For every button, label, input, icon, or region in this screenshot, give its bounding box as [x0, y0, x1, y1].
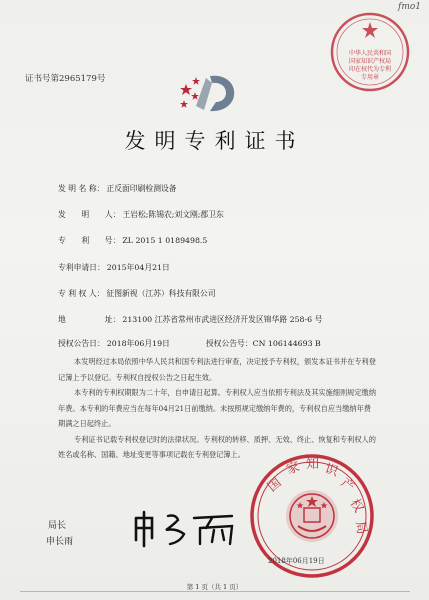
field-patent-number — [58, 235, 207, 246]
field-application-date — [58, 262, 170, 273]
field-label: 发 明 人： — [58, 210, 121, 219]
field-address — [58, 314, 322, 325]
field-label: 地 址： — [58, 315, 121, 324]
field-value: 征图新视（江苏）科技有限公司 — [106, 289, 216, 298]
certificate-number: 证书号第2965179号 — [25, 74, 106, 84]
seal-ring-char: 知 — [306, 457, 320, 472]
field-value: 2018年06月19日 — [106, 339, 170, 348]
seal-ring-char: 局 — [352, 520, 370, 536]
body-paragraph: 本专利的专利权期限为二十年，自申请日起算。专利权人应当依照专利法及其实施细则规定缴纳年费。本专利的年费应当在每年04月21日前缴纳。未按照规定缴纳年费的，专利权自应当缴纳年费期满之日起终止。 — [58, 388, 376, 428]
field-value: 正反面印刷检测设备 — [106, 184, 177, 193]
field-label: 专 利 权 人： — [58, 289, 105, 298]
seal-date: 2018年06月19日 — [268, 557, 325, 565]
field-label: 发 明 名 称： — [58, 184, 105, 193]
field-value: 王岩松;陈锡农;刘文刚;郡卫东 — [122, 210, 224, 219]
handwritten-note: fmo1 — [397, 2, 421, 12]
body-paragraph: 专利证书记载专利权登记时的法律状况。专利权的转移、质押、无效、终止、恢复和专利权人的姓名或名称、国籍、地址变更等事项记载在专利登记簿上。 — [58, 434, 376, 459]
patent-office-emblem-icon — [176, 70, 242, 114]
signature-name: 申长雨 — [46, 537, 74, 547]
bottom-divider — [20, 591, 410, 592]
field-label: 专 利 号： — [58, 236, 121, 245]
seal-ring-char: 国 — [264, 475, 285, 496]
seal-ring-char: 产 — [337, 475, 358, 496]
certificate-body — [58, 354, 378, 463]
field-invention-name — [58, 183, 177, 194]
seal-ring-char: 家 — [284, 459, 302, 478]
field-value: ZL 2015 1 0189498.5 — [122, 236, 208, 245]
field-grant-date — [58, 338, 321, 349]
seal-top-text: 中华人民共和国国家知识产权局 印在权代为专利专用章 — [348, 50, 391, 81]
signature-title: 局长 — [48, 521, 67, 531]
field-patentee — [58, 288, 216, 299]
field-label: 专利申请日： — [58, 263, 105, 272]
field-value: 2015年04月21日 — [106, 263, 170, 272]
field-value: 213100 江苏省常州市武进区经济开发区锦华路 258-6 号 — [122, 315, 323, 324]
field-inventors — [58, 209, 224, 220]
page-footer: 第 1 页（共 1 页） — [186, 583, 243, 591]
body-paragraph: 本发明经过本局依照中华人民共和国专利法进行审查，决定授予专利权，颁发本证书并在专利登记簿上予以登记。专利权自授权公告之日起生效。 — [58, 357, 376, 382]
handwritten-signature-icon — [128, 508, 243, 548]
field-extra: 授权公告号：CN 106144693 B — [205, 339, 321, 348]
seal-ring-char: 识 — [322, 461, 340, 480]
seal-ring-char: 权 — [346, 496, 367, 516]
certificate-title: 发明专利证书 — [124, 129, 305, 153]
field-label: 授权公告日： — [58, 339, 105, 348]
